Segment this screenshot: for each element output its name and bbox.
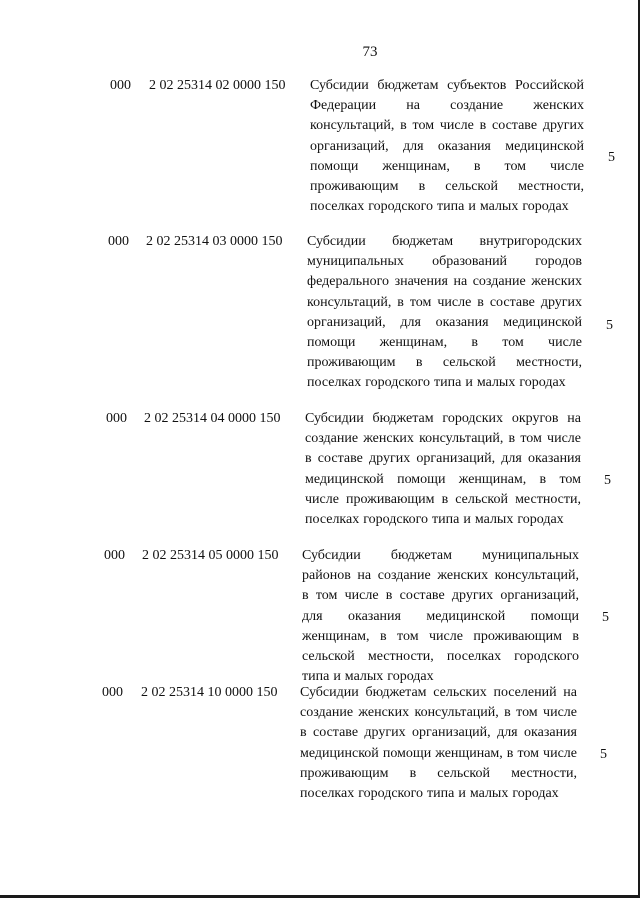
page-number: 73 bbox=[362, 44, 378, 60]
budget-classification-code: 2 02 25314 10 0000 150 bbox=[141, 685, 278, 700]
row-description: Субсидии бюджетам сельских поселений на создание женских консультаций, в том числе в составе других организаций, для оказания медицинской помощи женщинам, в том числе проживающим в сельской местности, поселках городского типа и малых городах bbox=[300, 685, 577, 802]
row-value: 5 bbox=[608, 150, 615, 165]
row-description: Субсидии бюджетам субъектов Российской Федерации на создание женских консультаций, в том числе в составе других организаций, для оказания медицинской помощи женщинам, в том числе проживающим в сельской местности, поселках городского типа и малых городах bbox=[310, 78, 584, 215]
row-value: 5 bbox=[604, 473, 611, 488]
row-value: 5 bbox=[602, 610, 609, 625]
row-description: Субсидии бюджетам внутригородских муниципальных образований городов федерального значения на создание женских консультаций, в том числе в составе других организаций, для оказания медицинской помощи женщинам, в том числе проживающим в сельской местности, поселках городского типа и малых городах bbox=[307, 234, 582, 391]
admin-code: 000 bbox=[108, 234, 129, 249]
row-description: Субсидии бюджетам городских округов на создание женских консультаций, в том числе в составе других организаций, для оказания медицинской помощи женщинам, в том числе проживающим в сельской местности, поселках городского типа и малых городах bbox=[305, 411, 581, 528]
row-value: 5 bbox=[600, 747, 607, 762]
budget-classification-code: 2 02 25314 04 0000 150 bbox=[144, 411, 281, 426]
admin-code: 000 bbox=[104, 548, 125, 563]
admin-code: 000 bbox=[102, 685, 123, 700]
budget-classification-code: 2 02 25314 05 0000 150 bbox=[142, 548, 279, 563]
budget-classification-code: 2 02 25314 02 0000 150 bbox=[149, 78, 286, 93]
budget-classification-code: 2 02 25314 03 0000 150 bbox=[146, 234, 283, 249]
row-description: Субсидии бюджетам муниципальных районов на создание женских консультаций, в том числе в составе других организаций, для оказания медицинской помощи женщинам, в том числе проживающим в сельской местности, поселках городского типа и малых городах bbox=[302, 548, 579, 685]
row-value: 5 bbox=[606, 318, 613, 333]
admin-code: 000 bbox=[106, 411, 127, 426]
admin-code: 000 bbox=[110, 78, 131, 93]
